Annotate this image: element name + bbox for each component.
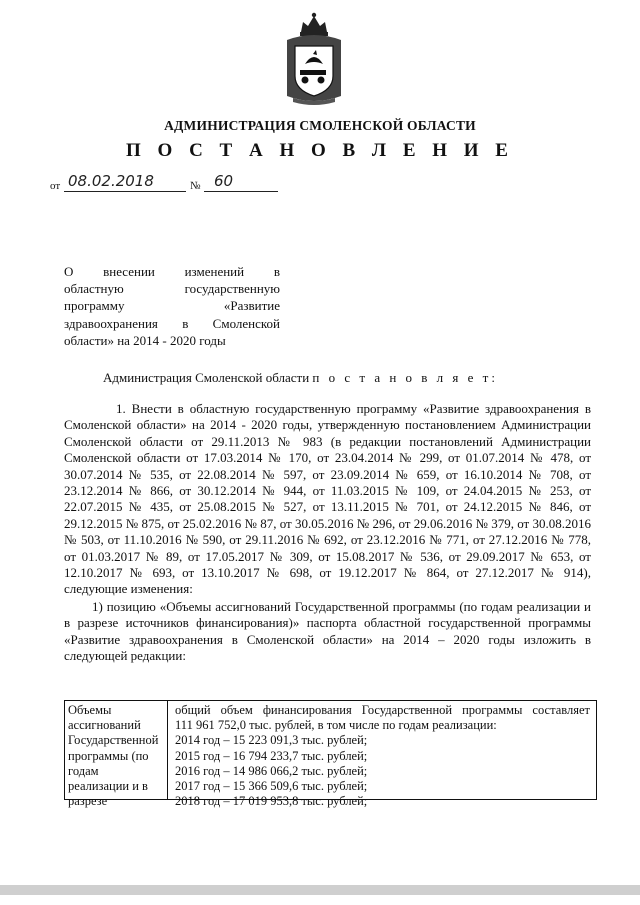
- subject-line: здравоохранения в Смоленской: [64, 315, 280, 331]
- table-value-cell: [169, 701, 596, 809]
- date-number-line: [50, 172, 310, 196]
- table-line: 111 961 752,0 тыс. рублей, в том числе по годам реализации:: [175, 718, 497, 733]
- table-label-cell: Объемы ассигнований Государственной программы (по годам реализации и в разрезе: [65, 701, 168, 799]
- number-label: №: [190, 180, 201, 192]
- table-line: 2015 год – 16 794 233,7 тыс. рублей;: [175, 748, 368, 763]
- handwritten-number: 60: [214, 172, 234, 190]
- coat-of-arms-icon: [283, 10, 345, 108]
- subject-line: О внесении изменений в: [64, 264, 280, 279]
- paragraph-1: 1. Внести в областную государственную программу «Развитие здравоохранения в Смоленской области» на 2014 - 2020 годы, утвержденную постановлением Администрации Смоленской области от 29.11.2013 № 983 (в редакции постановлений Администрации Смоленской области от 17.03.2014 № 170, от 23.04.2014 № 299, от 01.07.2014 № 478, от 30.07.2014 № 535, от 22.08.2014 № 597, от 23.09.2014 № 659, от 16.10.2014 № 708, от 23.12.2014 № 866, от 30.12.2014 № 944, от 11.03.2015 № 109, от 24.04.2015 № 253, от 22.07.2015 № 435, от 25.08.2015 № 527, от 13.11.2015 № 701, от 24.12.2015 № 846, от 29.12.2015 № 875, от 25.02.2016 № 87, от 30.05.2016 № 296, от 29.06.2016 № 379, от 30.08.2016 № 503, от 11.10.2016 № 590, от 29.11.2016 № 692, от 23.12.2016 № 771, от 27.12.2016 № 778, от 01.03.2017 № 89, от 17.05.2017 № 309, от 15.08.2017 № 536, от 29.09.2017 № 653, от 12.10.2017 № 693, от 13.10.2017 № 698, от 19.12.2017 № 864, от 27.12.2017 № 914), следующие изменения:: [64, 401, 591, 597]
- preamble-text: Администрация Смоленской области: [103, 370, 310, 385]
- date-underline: [64, 191, 186, 192]
- decree-subject: [64, 263, 280, 349]
- number-underline: [204, 191, 278, 192]
- handwritten-date: 08.02.2018: [68, 172, 154, 190]
- subject-line: программу «Развитие: [64, 298, 280, 314]
- organization-name: АДМИНИСТРАЦИЯ СМОЛЕНСКОЙ ОБЛАСТИ: [164, 118, 476, 133]
- table-line: 2016 год – 14 986 066,2 тыс. рублей;: [175, 763, 368, 778]
- preamble-resolves: п о с т а н о в л я е т:: [312, 370, 498, 385]
- table-line: 2014 год – 15 223 091,3 тыс. рублей;: [175, 733, 368, 748]
- paragraph-2: 1) позицию «Объемы ассигнований Государственной программы (по годам реализации и в разрезе источников финансирования)» паспорта областной государственной программы «Развитие здравоохранения в Смоленской области» на 2014 – 2020 годы изложить в следующей редакции:: [64, 598, 591, 664]
- preamble: [103, 370, 498, 386]
- funding-table: [64, 700, 597, 809]
- scan-edge: [0, 885, 640, 895]
- table-line: 2018 год – 17 019 953,8 тыс. рублей;: [175, 794, 368, 809]
- date-from-label: от: [50, 180, 61, 192]
- document-title: П О С Т А Н О В Л Е Н И Е: [126, 140, 514, 161]
- subject-line: области» на 2014 - 2020 годы: [64, 332, 226, 348]
- table-line: 2017 год – 15 366 509,6 тыс. рублей;: [175, 779, 368, 794]
- decree-body: [64, 401, 591, 665]
- table-line: общий объем финансирования Государственной программы составляет: [175, 703, 590, 717]
- subject-line: областную государственную: [64, 281, 280, 297]
